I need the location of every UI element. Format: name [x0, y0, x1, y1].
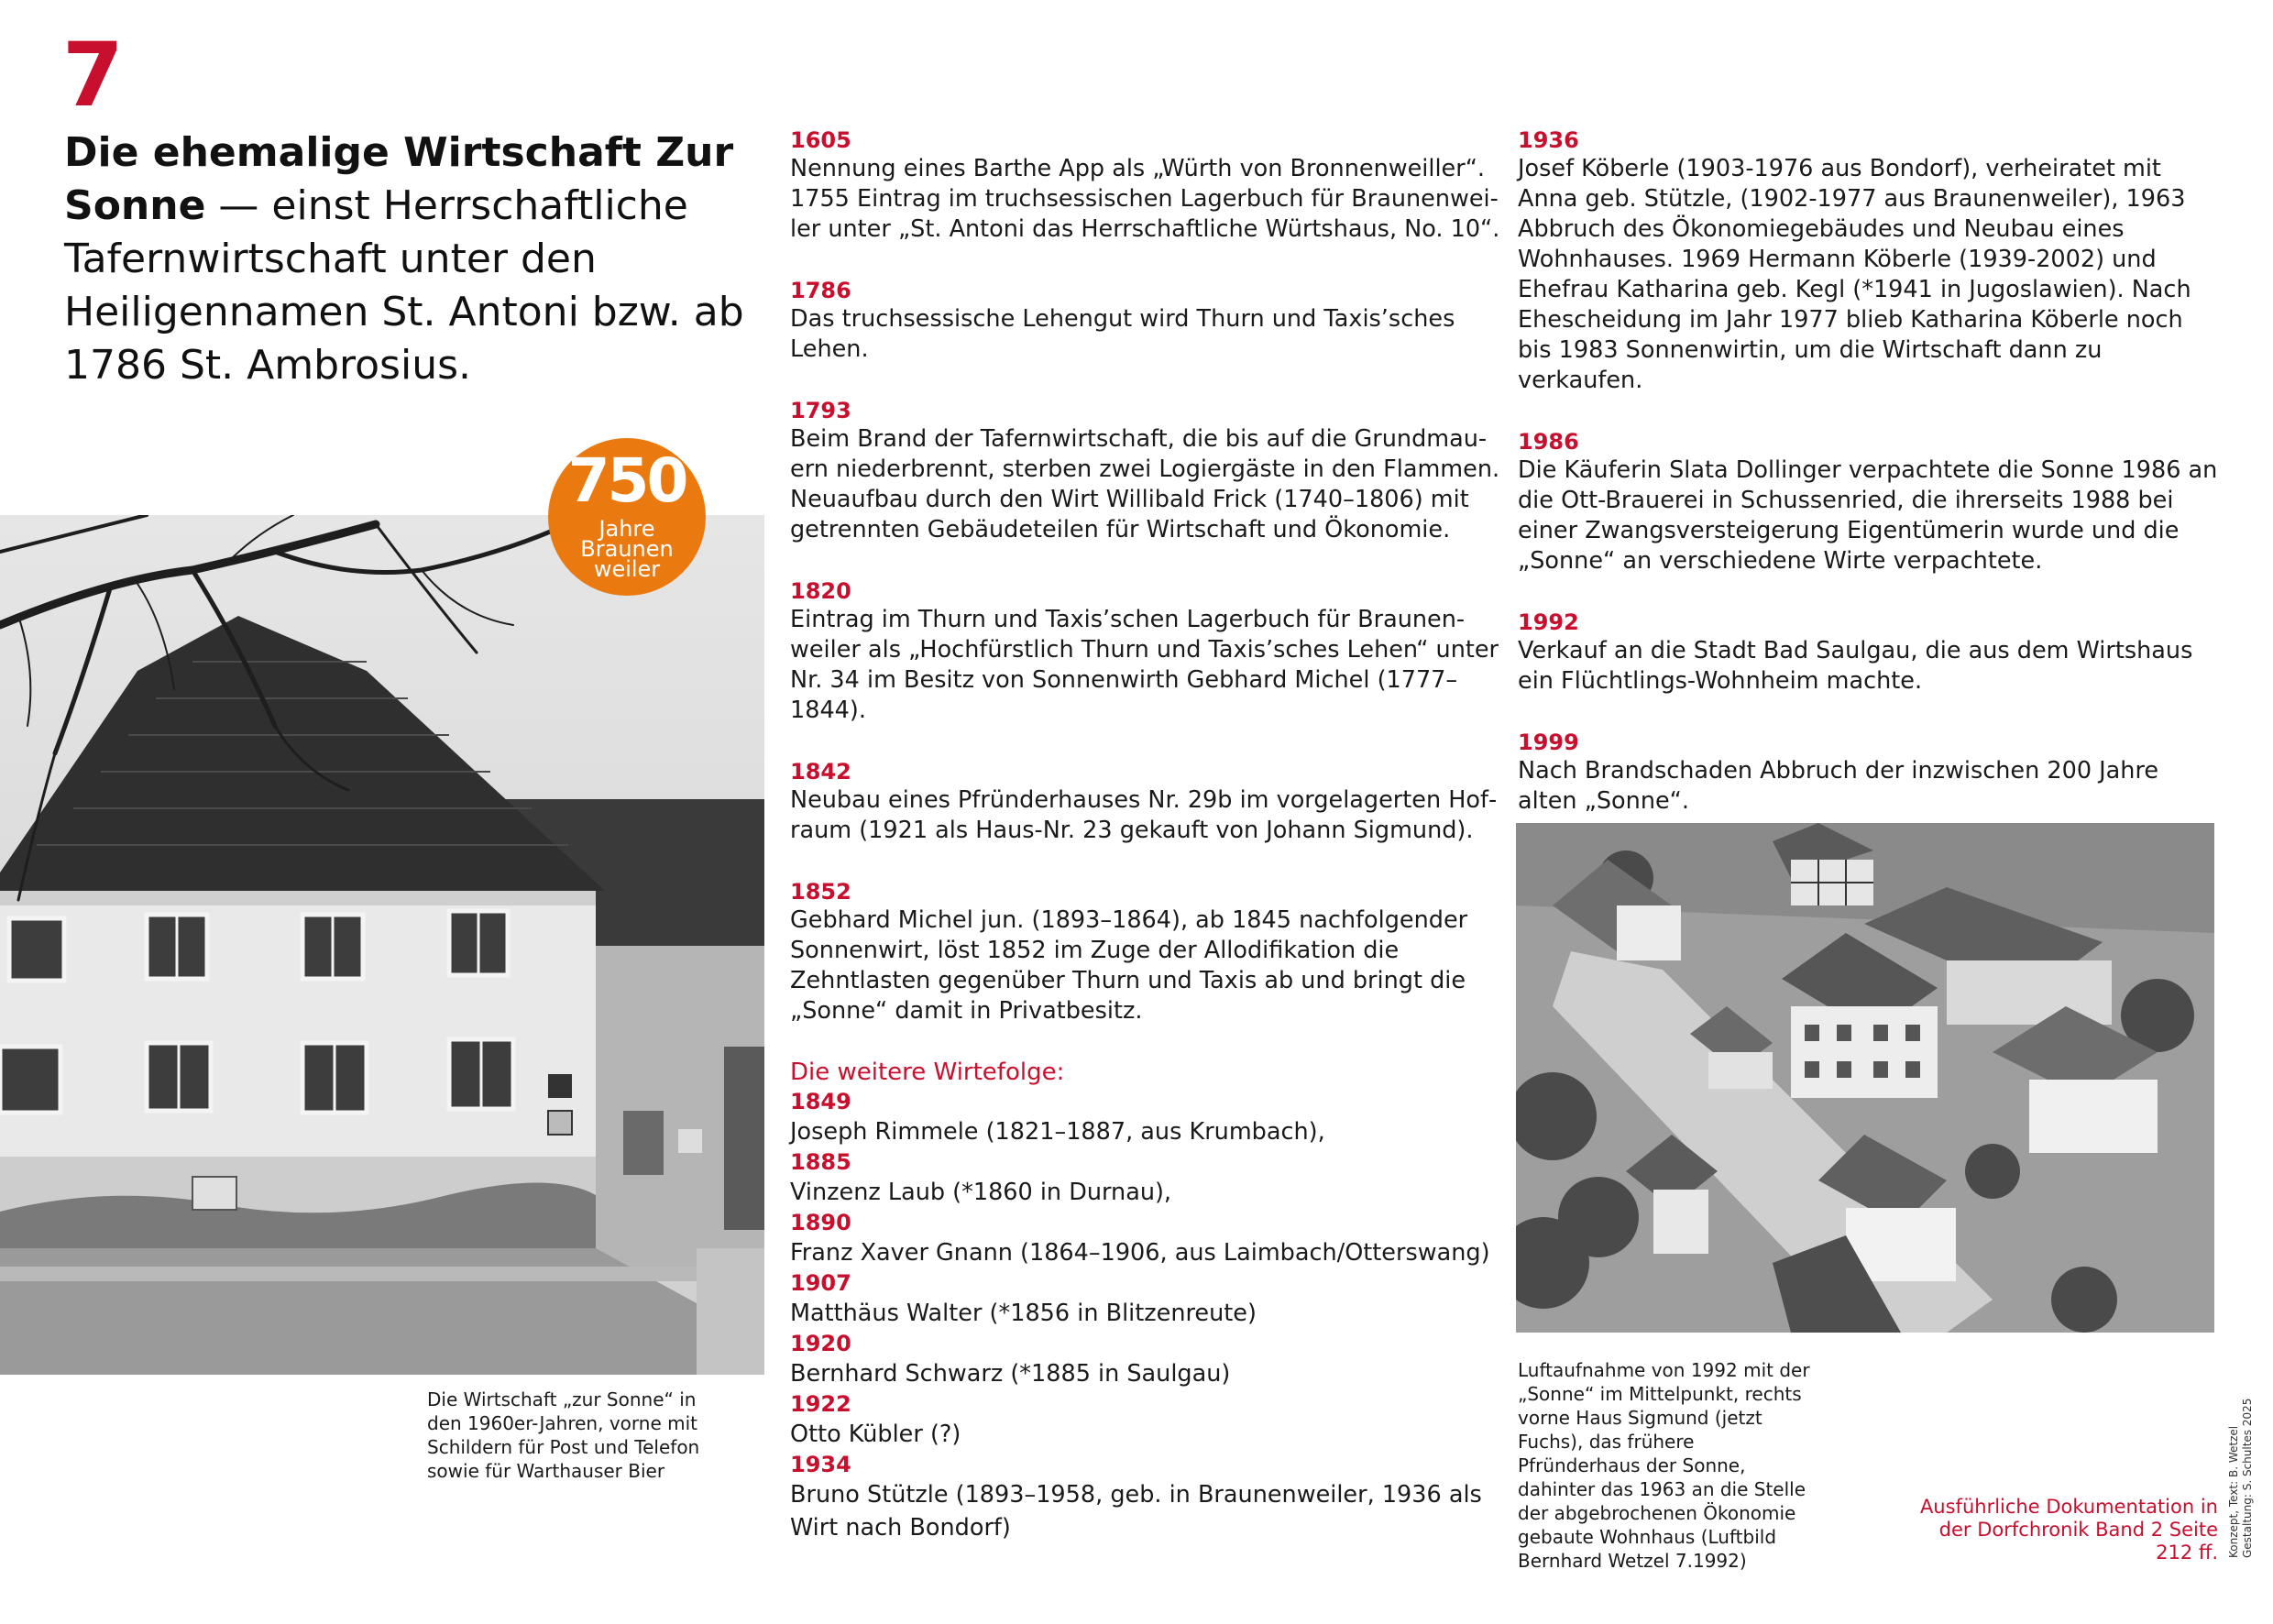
page-number: 7 [62, 24, 124, 126]
entry-year: 1852 [790, 879, 851, 905]
wirt-name: Bernhard Schwarz (*1885 in Saulgau) [790, 1360, 1231, 1388]
vertical-credit-line1: Konzept, Text: B. Wetzel [2227, 1425, 2240, 1558]
badge-label-line1: Jahre [598, 516, 655, 542]
wirt-year: 1922 [790, 1391, 851, 1417]
vertical-credit-line2: Gestaltung: S. Schultes 2025 [2241, 1398, 2254, 1558]
wirt-name: Matthäus Walter (*1856 in Blitzenreute) [790, 1300, 1257, 1327]
entry-year: 1999 [1518, 730, 1579, 755]
badge-number: 750 [567, 445, 686, 516]
entry-text: Nennung eines Barthe App als „Würth von Bronnenweiller“. 1755 Eintrag im truchsessischen Lagerbuch für Braunenweiler unter „St. Antoni das Herrschaftliche Würtshaus, No. 10“. [790, 155, 1500, 243]
timeline-column-right [1518, 126, 2224, 849]
entry-text: Eintrag im Thurn und Taxis’schen Lagerbuch für Braunenweiler als „Hochfürstlich Thurn und Taxis’sches Lehen“ unter Nr. 34 im Besitz von Sonnenwirth Gebhard Michel (1777–1844). [790, 606, 1499, 724]
wirt-name: Joseph Rimmele (1821–1887, aus Krumbach), [790, 1118, 1325, 1146]
entry-year: 1992 [1518, 609, 1579, 635]
timeline-entry [790, 577, 1505, 726]
wirt-name: Franz Xaver Gnann (1864–1906, aus Laimbach/Otterswang) [790, 1239, 1490, 1267]
photo2-caption: Luftaufnahme von 1992 mit der „Sonne“ im Mittelpunkt, rechts vorne Haus Sigmund (jetzt Fuchs), das frühere Pfründerhaus der Sonne, dahinter das 1963 an die Stelle der abgebrochenen Ökonomie gebaute Wohnhaus (Luftbild Bernhard Wetzel 7.1992) [1518, 1359, 1810, 1572]
aerial-photo [1516, 823, 2214, 1333]
wirt-year: 1907 [790, 1270, 851, 1296]
headline-bold: Die ehemalige Wirtschaft Zur Sonne [64, 129, 734, 229]
timeline-entry [1518, 126, 2224, 396]
wirt-year: 1885 [790, 1149, 851, 1175]
entry-text: Das truchsessische Lehengut wird Thurn und Taxis’sches Lehen. [790, 305, 1455, 363]
wirt-year: 1920 [790, 1331, 851, 1356]
headline [64, 126, 761, 392]
wirt-year: 1934 [790, 1452, 851, 1477]
entry-year: 1605 [790, 127, 851, 153]
wirt-name: Vinzenz Laub (*1860 in Durnau), [790, 1179, 1172, 1206]
entry-year: 1793 [790, 398, 851, 423]
timeline-entry [790, 878, 1505, 1026]
entry-year: 1986 [1518, 429, 1579, 455]
entry-text: Beim Brand der Tafernwirtschaft, die bis auf die Grundmauern niederbrennt, sterben zwei Logiergäste in den Flammen. Neuaufbau durch den Wirt Willibald Frick (1740–1806) mit getrennten Gebäudeteilen für Wirtschaft und Ökonomie. [790, 425, 1500, 543]
entry-text: Josef Köberle (1903-1976 aus Bondorf), verheiratet mit Anna geb. Stützle, (1902-1977 aus Braunenweiler), 1963 Abbruch des Ökonomiegebäudes und Neubau eines Wohnhauses. 1969 Hermann Köberle (1939-2002) und Ehefrau Katharina geb. Kegl (*1941 in Jugoslawien). Nach Ehescheidung im Jahr 1977 blieb Katharina Köberle noch bis 1983 Sonnenwirtin, um die Wirtschaft dann zu verkaufen. [1518, 155, 2191, 394]
chronicle-reference: Ausführliche Dokumentation in der Dorfchronik Band 2 Seite 212 ff. [1919, 1496, 2218, 1564]
timeline-column-left [790, 126, 1505, 1544]
entry-text: Gebhard Michel jun. (1893–1864), ab 1845 nachfolgender Sonnenwirt, löst 1852 im Zuge der Allodifikation die Zehntlasten gegenüber Thurn und Taxis ab und bringt die „Sonne“ damit in Privatbesitz. [790, 906, 1468, 1025]
anniversary-badge [548, 438, 706, 596]
timeline-entry [1518, 729, 2224, 817]
timeline-entry [790, 126, 1505, 245]
timeline-entry [790, 397, 1505, 545]
wirt-name: Otto Kübler (?) [790, 1421, 961, 1448]
timeline-entry [1518, 428, 2224, 576]
wirt-name: Bruno Stützle (1893–1958, geb. in Braunenweiler, 1936 als Wirt nach Bondorf) [790, 1481, 1482, 1542]
entry-year: 1842 [790, 759, 851, 785]
entry-text: Nach Brandschaden Abbruch der inzwischen 200 Jahre alten „Sonne“. [1518, 757, 2159, 815]
wirtefolge-section [790, 1057, 1505, 1544]
photo1-caption: Die Wirtschaft „zur Sonne“ in den 1960er-Jahren, vorne mit Schildern für Post und Telefon sowie für Warthauser Bier [427, 1388, 700, 1482]
vertical-credit [2227, 1399, 2255, 1558]
entry-year: 1820 [790, 578, 851, 604]
historic-building-photo [0, 515, 764, 1375]
entry-year: 1936 [1518, 127, 1579, 153]
entry-text: Verkauf an die Stadt Bad Saulgau, die aus dem Wirtshaus ein Flüchtlings-Wohnheim machte. [1518, 637, 2193, 695]
wirtefolge-heading: Die weitere Wirtefolge: [790, 1059, 1065, 1086]
entry-text: Neubau eines Pfründerhauses Nr. 29b im vorgelagerten Hofraum (1921 als Haus-Nr. 23 gekauft von Johann Sigmund). [790, 786, 1498, 844]
wirt-year: 1890 [790, 1210, 851, 1235]
entry-text: Die Käuferin Slata Dollinger verpachtete die Sonne 1986 an die Ott-Brauerei in Schussenried, die ihrerseits 1988 bei einer Zwangsversteigerung Eigentümerin wurde und die „Sonne“ an verschiedene Wirte verpachtete. [1518, 456, 2218, 575]
badge-label-line3: weiler [593, 556, 661, 582]
wirt-year: 1849 [790, 1089, 851, 1114]
timeline-entry [1518, 609, 2224, 697]
timeline-entry [790, 277, 1505, 365]
entry-year: 1786 [790, 278, 851, 303]
timeline-entry [790, 758, 1505, 846]
badge-label [548, 516, 706, 582]
badge-label-line2: Braunen [580, 536, 674, 562]
headline-rest: — einst Herrschaftliche Tafernwirtschaft unter den Heiligennamen St. Antoni bzw. ab 1786 St. Ambrosius. [64, 182, 744, 389]
